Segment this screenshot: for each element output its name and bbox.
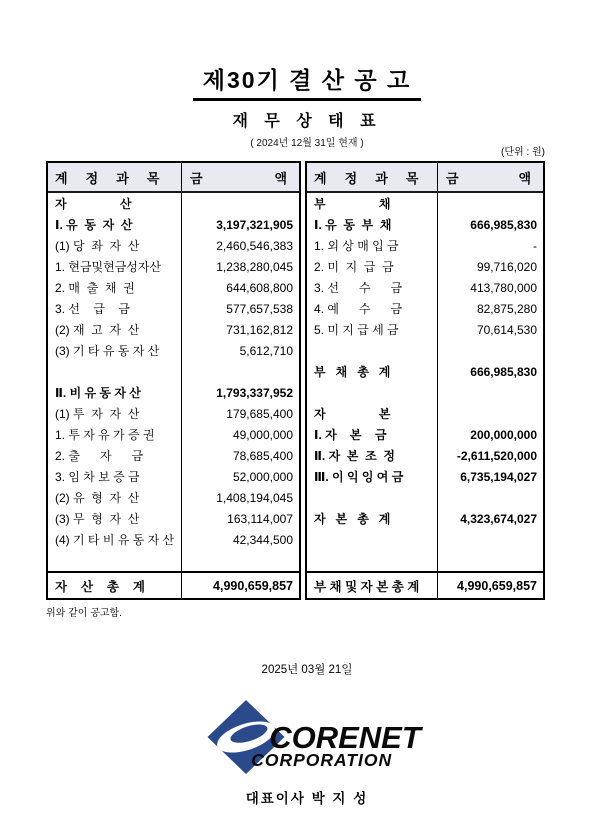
statement-content	[46, 143, 545, 619]
amount-value: 5,612,710	[239, 343, 293, 358]
amount-value: 1,238,280,045	[216, 259, 293, 274]
table-row	[307, 298, 543, 319]
amount-value: 4,323,674,027	[460, 511, 537, 526]
table-row	[307, 466, 543, 487]
equity-total-row	[307, 508, 543, 529]
amount-value: 1,793,337,952	[216, 385, 293, 400]
account-label: Ⅱ. 자 본 조 정	[307, 445, 438, 466]
account-label	[307, 550, 438, 571]
table-row	[307, 214, 543, 235]
announcement-date: 2025년 03월 21일	[261, 664, 353, 676]
account-label: 자 산 총 계	[48, 573, 182, 598]
liabilities-total-row	[307, 361, 543, 382]
table-row	[48, 235, 299, 256]
company-logo-block	[0, 700, 614, 774]
amount-value: 577,657,538	[226, 301, 293, 316]
amount-value: 200,000,000	[470, 427, 537, 442]
assets-table-header	[48, 163, 299, 193]
table-row	[48, 298, 299, 319]
table-row	[307, 235, 543, 256]
amount-value	[182, 193, 299, 214]
amount-value	[438, 340, 543, 361]
account-label: 자 산	[48, 193, 182, 214]
statement-title: 재 무 상 태 표	[232, 113, 382, 130]
account-label: Ⅰ. 유 동 자 산	[48, 214, 182, 235]
liabilities-equity-table	[305, 161, 545, 600]
amount-header-left: 금	[446, 170, 459, 186]
account-label	[307, 340, 438, 361]
account-label: 3. 선 수 금	[307, 277, 438, 298]
account-column-header: 계 정 과 목	[48, 163, 182, 191]
account-label: 부 채 및 자 본 총 계	[307, 573, 438, 598]
page-title: 제30기 결 산 공 고	[193, 62, 421, 101]
account-label: 2. 매 출 채 권	[48, 277, 182, 298]
amount-value	[182, 550, 299, 571]
amount-header-right: 액	[518, 170, 531, 186]
amount-value: 99,716,020	[476, 259, 537, 274]
table-row	[48, 214, 299, 235]
amount-value	[438, 529, 543, 550]
table-row	[48, 529, 299, 550]
table-row	[48, 277, 299, 298]
amount-value: 1,408,194,045	[216, 490, 293, 505]
amount-value: 4,990,659,857	[213, 578, 293, 593]
amount-value: 644,608,800	[226, 280, 293, 295]
table-row	[48, 319, 299, 340]
amount-value	[438, 193, 543, 214]
table-row	[307, 382, 543, 403]
company-logo	[207, 700, 421, 774]
account-label: 4. 예 수 금	[307, 298, 438, 319]
amount-header-left: 금	[190, 170, 203, 186]
amount-value: 666,985,830	[470, 364, 537, 379]
table-row	[48, 403, 299, 424]
table-row	[48, 445, 299, 466]
account-label	[307, 487, 438, 508]
table-row	[307, 403, 543, 424]
amount-value: -2,611,520,000	[456, 448, 537, 463]
amount-value: 82,875,280	[476, 301, 537, 316]
amount-value: 52,000,000	[232, 469, 293, 484]
account-label: (1) 투 자 자 산	[48, 403, 182, 424]
account-label: (2) 재 고 자 산	[48, 319, 182, 340]
amount-value: 42,344,500	[232, 532, 293, 547]
amount-value: 179,685,400	[226, 406, 293, 421]
account-label: 1. 외 상 매 입 금	[307, 235, 438, 256]
liabilities-equity-total-row	[307, 571, 543, 598]
balance-sheet-tables	[46, 161, 545, 600]
account-label: (3) 기 타 유 동 자 산	[48, 340, 182, 361]
account-label: 1. 투 자 유 가 증 권	[48, 424, 182, 445]
table-row	[307, 256, 543, 277]
account-column-header: 계 정 과 목	[307, 163, 438, 191]
table-row	[307, 445, 543, 466]
table-row	[307, 487, 543, 508]
amount-value: 2,460,546,383	[216, 238, 293, 253]
table-row	[307, 529, 543, 550]
amount-value	[438, 487, 543, 508]
title-block	[0, 62, 614, 149]
table-row	[48, 382, 299, 403]
account-label: Ⅰ. 자 본 금	[307, 424, 438, 445]
account-label: 3. 선 급 금	[48, 298, 182, 319]
amount-value: 70,614,530	[476, 322, 537, 337]
assets-table	[46, 161, 301, 600]
account-label: 2. 출 자 금	[48, 445, 182, 466]
account-label: Ⅱ. 비 유 동 자 산	[48, 382, 182, 403]
account-label: 자 본 총 계	[307, 508, 438, 529]
company-logo-text	[251, 722, 421, 770]
table-row	[48, 550, 299, 571]
account-label: (2) 유 형 자 산	[48, 487, 182, 508]
table-row	[307, 193, 543, 214]
company-name-sub: CORPORATION	[251, 750, 393, 770]
account-label: 5. 미 지 급 세 금	[307, 319, 438, 340]
account-label: 1. 현금및현금성자산	[48, 256, 182, 277]
account-label	[307, 382, 438, 403]
amount-value	[438, 550, 543, 571]
account-label: Ⅲ. 이 익 잉 여 금	[307, 466, 438, 487]
table-row	[48, 361, 299, 382]
account-label	[307, 529, 438, 550]
amount-value	[438, 382, 543, 403]
ceo-signature-line: 대표이사 박 지 성	[245, 791, 369, 806]
table-row	[48, 193, 299, 214]
amount-value	[438, 403, 543, 424]
company-name: CORENET	[269, 720, 421, 755]
amount-column-header	[182, 163, 299, 191]
account-label: 2. 미 지 급 금	[307, 256, 438, 277]
amount-value: 4,990,659,857	[457, 578, 537, 593]
amount-value: -	[533, 238, 537, 253]
table-row	[307, 424, 543, 445]
table-row	[307, 550, 543, 571]
account-label: 부 채 총 계	[307, 361, 438, 382]
table-row	[48, 466, 299, 487]
account-label: 3. 임 차 보 증 금	[48, 466, 182, 487]
amount-value: 163,114,007	[227, 511, 293, 526]
account-label	[48, 550, 182, 571]
amount-value: 413,780,000	[470, 280, 537, 295]
amount-value: 49,000,000	[232, 427, 293, 442]
amount-value: 3,197,321,905	[216, 217, 293, 232]
table-row	[307, 319, 543, 340]
table-row	[48, 487, 299, 508]
announcement-note: 위와 같이 공고함.	[46, 608, 122, 619]
unit-note: (단위 : 원)	[501, 147, 545, 158]
table-row	[48, 508, 299, 529]
account-label: (1) 당 좌 자 산	[48, 235, 182, 256]
table-row	[48, 424, 299, 445]
liabilities-table-header	[307, 163, 543, 193]
table-row	[307, 340, 543, 361]
table-row	[48, 256, 299, 277]
table-row	[48, 340, 299, 361]
amount-value: 78,685,400	[232, 448, 293, 463]
account-label	[48, 361, 182, 382]
account-label: 자 본	[307, 403, 438, 424]
as-of-date: ( 2024년 12월 31일 현재 )	[250, 138, 364, 149]
table-row	[307, 277, 543, 298]
amount-column-header	[438, 163, 543, 191]
amount-value	[182, 361, 299, 382]
account-label: (4) 기 타 비 유 동 자 산	[48, 529, 182, 550]
account-label: 부 채	[307, 193, 438, 214]
amount-value: 666,985,830	[470, 217, 537, 232]
assets-total-row	[48, 571, 299, 598]
account-label: (3) 무 형 자 산	[48, 508, 182, 529]
amount-header-right: 액	[274, 170, 287, 186]
account-label: Ⅰ. 유 동 부 채	[307, 214, 438, 235]
amount-value: 6,735,194,027	[460, 469, 537, 484]
amount-value: 731,162,812	[226, 322, 293, 337]
